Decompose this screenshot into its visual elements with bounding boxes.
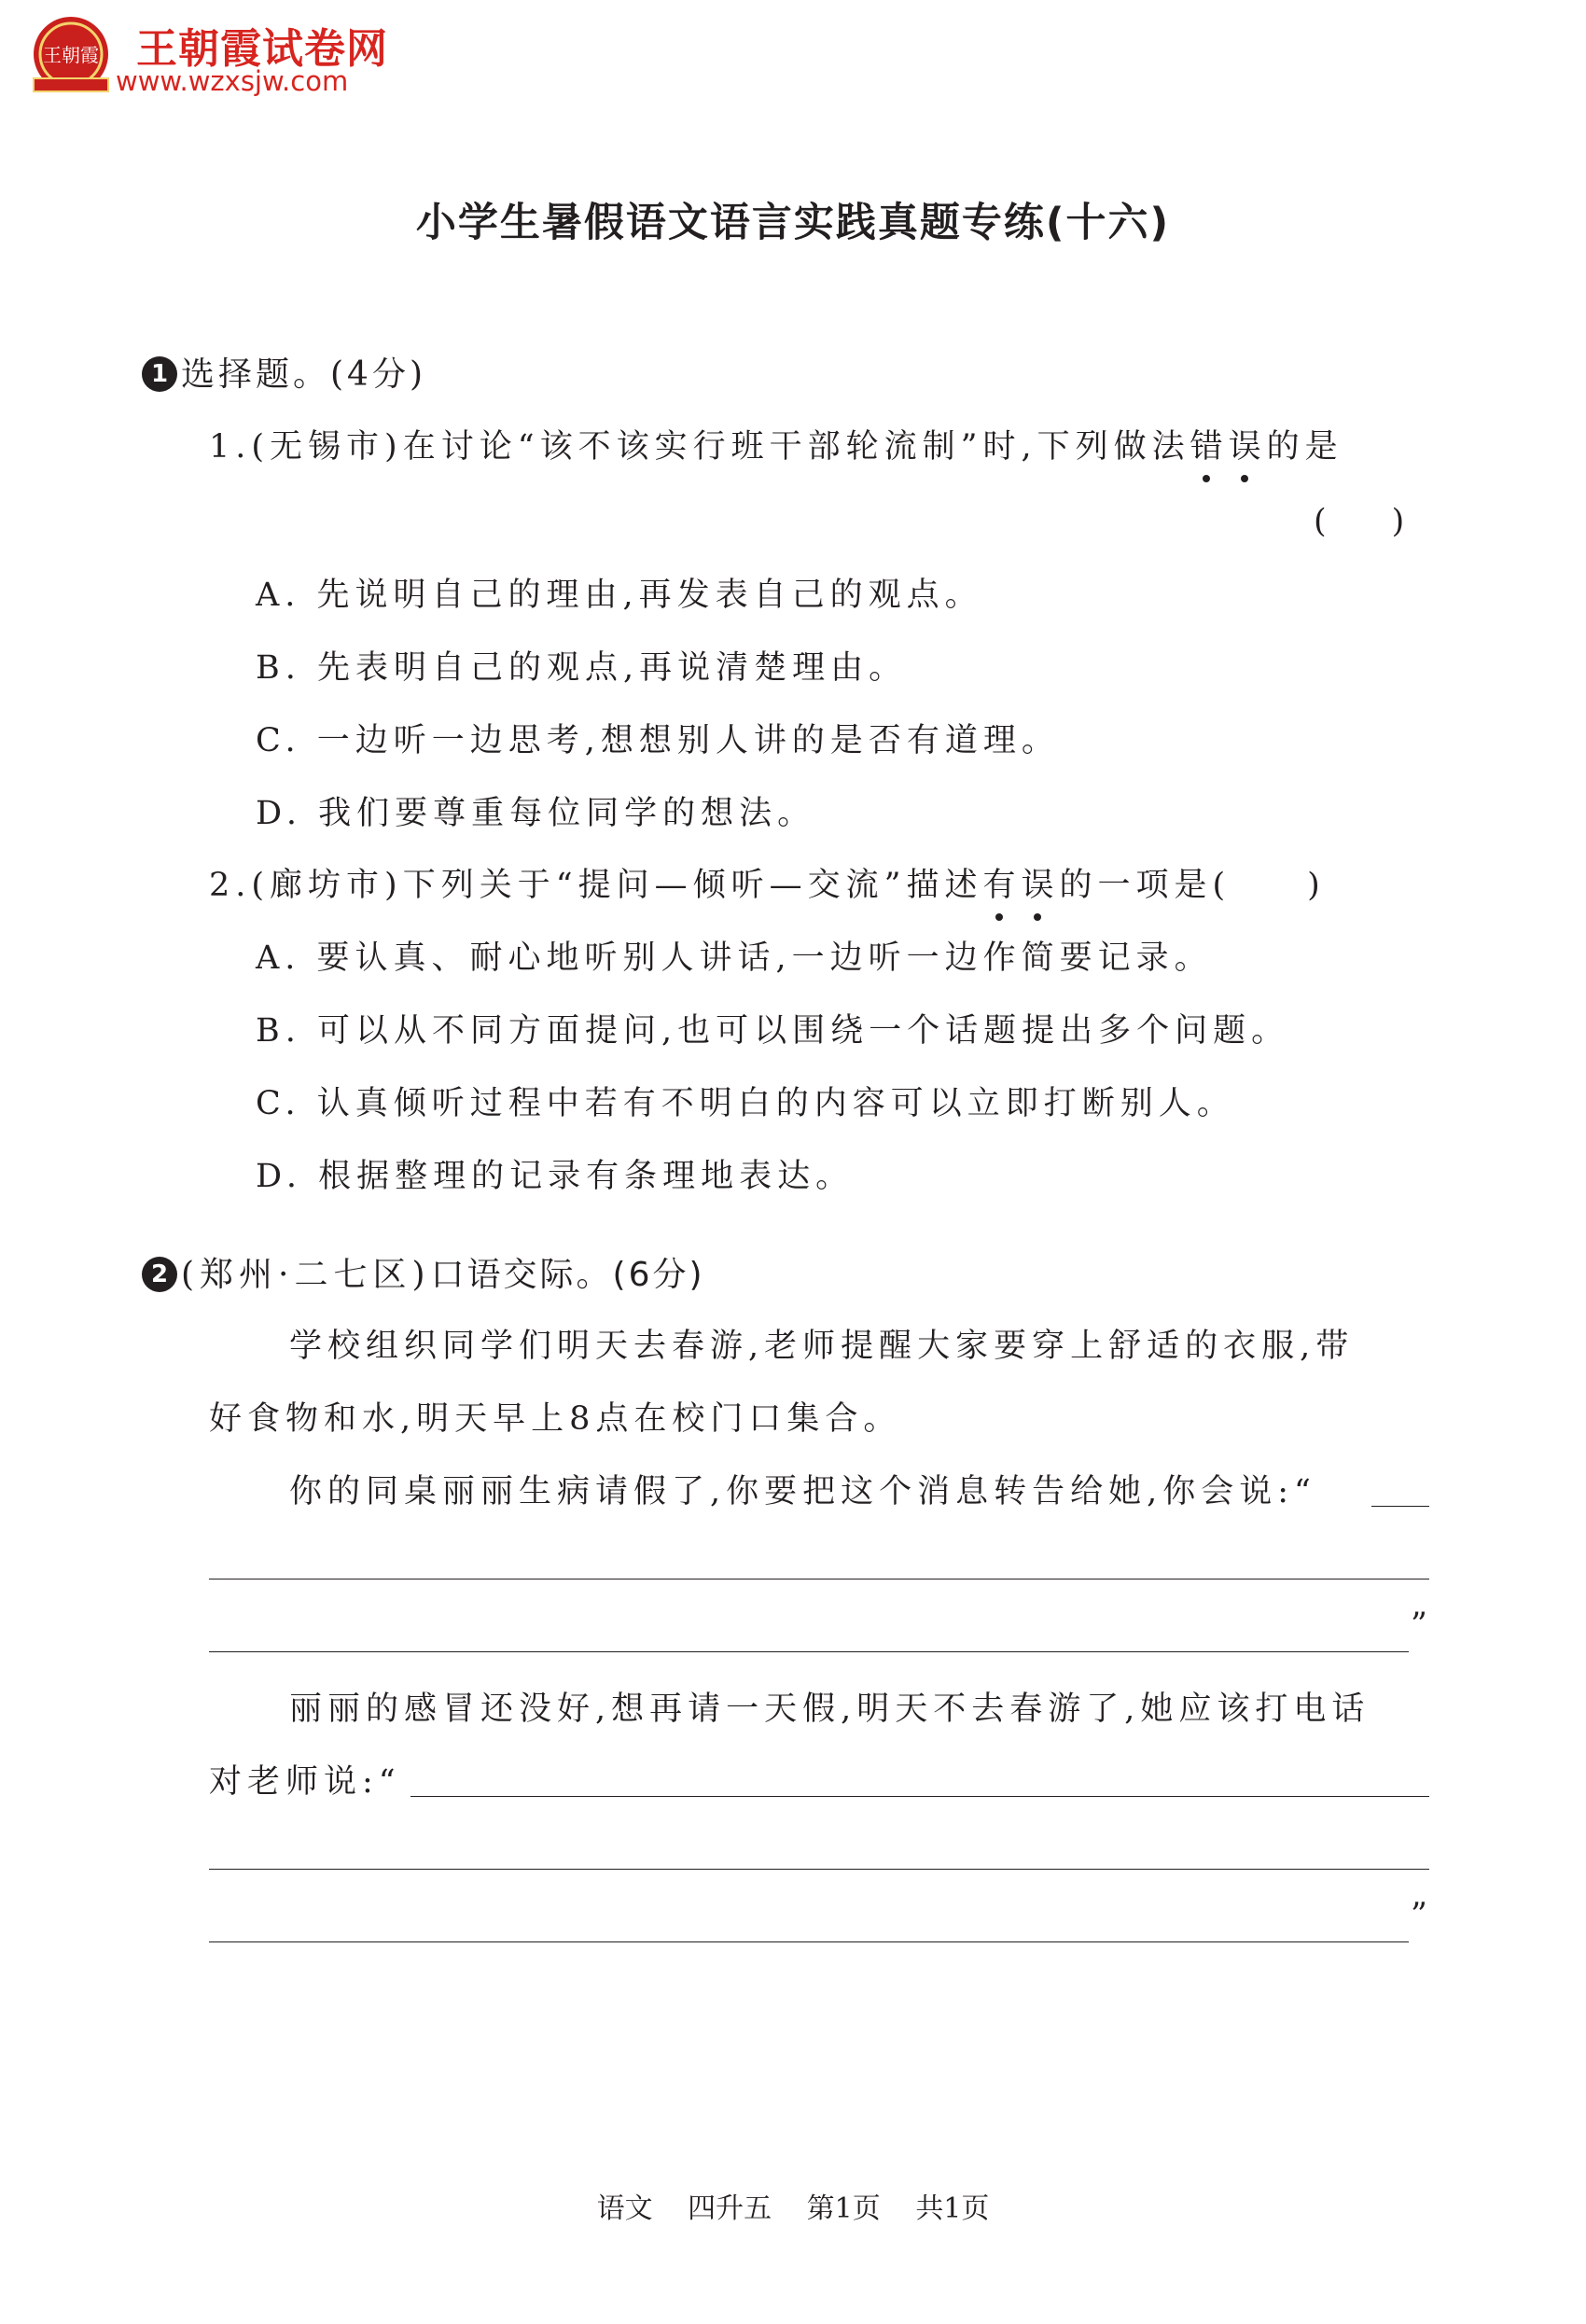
- paragraph-3-line-1: 丽丽的感冒还没好,想再请一天假,明天不去春游了,她应该打电话: [289, 1691, 1370, 1728]
- paragraph-3-line-2: 对老师说:“: [209, 1763, 401, 1801]
- answer-line[interactable]: [209, 1941, 1409, 1942]
- paragraph-1-line-2: 好食物和水,明天早上8点在校门口集合。: [209, 1400, 902, 1438]
- seal-text: 王朝霞: [43, 44, 99, 66]
- option-c: C. 认真倾听过程中若有不明白的内容可以立即打断别人。: [256, 1085, 1235, 1122]
- option-d: D. 根据整理的记录有条理地表达。: [256, 1158, 855, 1195]
- answer-line[interactable]: [410, 1796, 1429, 1797]
- option-a: A. 先说明自己的理由,再发表自己的观点。: [256, 577, 983, 614]
- site-logo: [26, 13, 418, 97]
- section-2-source: (郑州·二七区): [181, 1256, 431, 1294]
- question-1-stem-end: 的是: [1266, 428, 1343, 466]
- site-url: www.wzxsjw.com: [116, 65, 349, 97]
- footer-page: 第1页: [806, 2192, 881, 2225]
- section-1-heading: [142, 348, 426, 396]
- close-quote: ”: [1411, 1897, 1427, 1934]
- section-1-title: 选择题。(4分): [181, 355, 426, 394]
- question-2-stem-text: 2.(廊坊市)下列关于“提问—倾听—交流”描述: [209, 867, 983, 904]
- question-1-stem: [209, 421, 1343, 467]
- footer-subject: 语文: [596, 2192, 653, 2225]
- question-2-stem-end: 的一项是( ): [1059, 867, 1326, 904]
- close-quote: ”: [1411, 1607, 1427, 1644]
- option-d: D. 我们要尊重每位同学的想法。: [256, 795, 816, 832]
- footer-total: 共1页: [915, 2192, 990, 2225]
- page-footer: [0, 2185, 1586, 2226]
- option-b: B. 先表明自己的观点,再说清楚理由。: [256, 649, 908, 687]
- answer-blank: ( ): [1314, 503, 1405, 540]
- option-b: B. 可以从不同方面提问,也可以围绕一个话题提出多个问题。: [256, 1012, 1290, 1050]
- answer-line[interactable]: [209, 1869, 1429, 1870]
- question-2-stem: [209, 859, 1326, 906]
- seal-icon: [28, 13, 114, 99]
- option-a: A. 要认真、耐心地听别人讲话,一边听一边作简要记录。: [256, 939, 1213, 977]
- section-2-title: 口语交际。(6分): [430, 1256, 705, 1294]
- footer-grade: 四升五: [688, 2192, 772, 2225]
- question-1-stem-text: 1.(无锡市)在讨论“该不该实行班干部轮流制”时,下列做法: [209, 428, 1190, 466]
- emphasis-char: 误: [1229, 421, 1267, 467]
- emphasis-char: 误: [1022, 859, 1060, 906]
- paragraph-2: 你的同桌丽丽生病请假了,你要把这个消息转告给她,你会说:“: [289, 1473, 1316, 1510]
- emphasis-char: 有: [983, 859, 1022, 906]
- section-2-heading: [142, 1248, 705, 1296]
- site-name: 王朝霞试卷网: [136, 25, 388, 73]
- page-title: 小学生暑假语文语言实践真题专练(十六): [415, 200, 1171, 246]
- section-1-number: 1: [142, 356, 177, 392]
- option-c: C. 一边听一边思考,想想别人讲的是否有道理。: [256, 722, 1060, 759]
- section-2-number: 2: [142, 1257, 177, 1292]
- answer-line[interactable]: [1371, 1506, 1429, 1507]
- paragraph-1-line-1: 学校组织同学们明天去春游,老师提醒大家要穿上舒适的衣服,带: [289, 1328, 1355, 1365]
- answer-line[interactable]: [209, 1651, 1409, 1652]
- emphasis-char: 错: [1190, 421, 1229, 467]
